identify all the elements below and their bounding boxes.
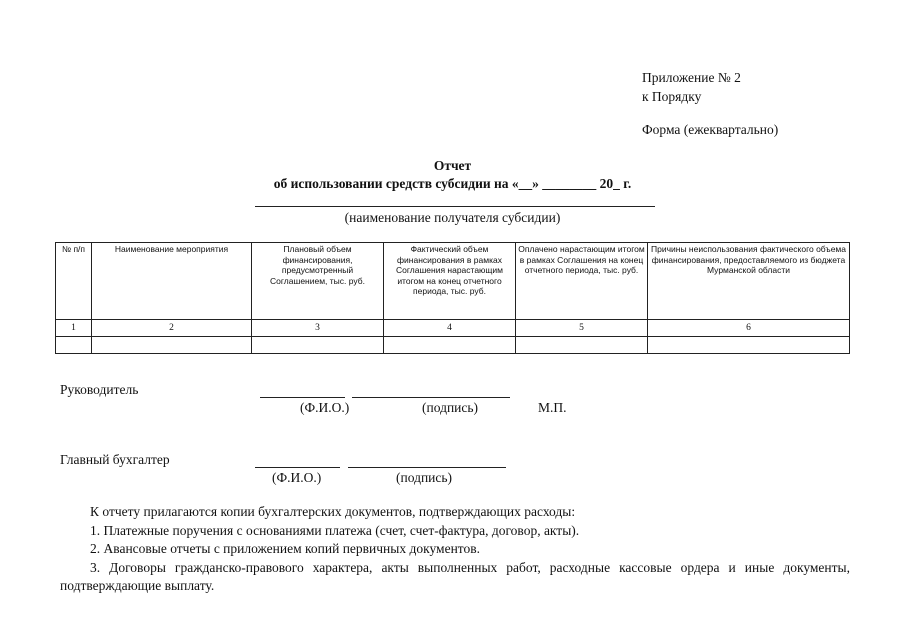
- header-unused-reasons: Причины неиспользования фактического объема финансирования, предоставляемого из бюджета Мурманской области: [648, 243, 850, 320]
- attachment-item: 2. Авансовые отчеты с приложением копий первичных документов.: [90, 541, 481, 556]
- appendix-to-order: к Порядку: [642, 89, 702, 104]
- report-subtitle: об использовании средств субсидии на «__» ________ 20_ г.: [273, 176, 632, 191]
- table-cell: [92, 337, 252, 354]
- appendix-reference: [642, 68, 741, 106]
- header-paid-amount: Оплачено нарастающим итогом в рамках Соглашения на конец отчетного периода, тыс. руб.: [516, 243, 648, 320]
- column-number-cell: 1: [56, 320, 92, 337]
- attachments-intro: К отчету прилагаются копии бухгалтерских документов, подтверждающих расходы:: [90, 504, 576, 519]
- table-cell: [516, 337, 648, 354]
- recipient-caption: (наименование получателя субсидии): [344, 210, 561, 225]
- column-number-cell: 4: [384, 320, 516, 337]
- table-cell: [56, 337, 92, 354]
- column-number-cell: 5: [516, 320, 648, 337]
- appendix-number: Приложение № 2: [642, 70, 741, 85]
- head-signature-caption: (подпись): [422, 400, 479, 415]
- table-row: [56, 337, 850, 354]
- accountant-signature-caption: (подпись): [396, 470, 453, 485]
- column-number-cell: 3: [252, 320, 384, 337]
- accountant-fio-caption: (Ф.И.О.): [272, 470, 322, 485]
- head-signature-line: [352, 397, 510, 398]
- table-row-column-numbers: [56, 320, 850, 337]
- column-number-cell: 2: [92, 320, 252, 337]
- table-cell: [384, 337, 516, 354]
- table-header-row: [56, 243, 850, 320]
- stamp-place: М.П.: [538, 400, 567, 415]
- head-fio-line: [260, 397, 345, 398]
- head-fio-caption: (Ф.И.О.): [300, 400, 350, 415]
- report-table: [55, 242, 850, 354]
- attachment-item: 1. Платежные поручения с основаниями платежа (счет, счет-фактура, договор, акты).: [90, 522, 580, 538]
- table-cell: [648, 337, 850, 354]
- attachments-section: [60, 503, 850, 596]
- accountant-signature-line: [348, 467, 506, 468]
- header-number: № п/п: [56, 243, 92, 320]
- table-cell: [252, 337, 384, 354]
- form-frequency-note: Форма (ежеквартально): [642, 122, 779, 137]
- accountant-label: Главный бухгалтер: [60, 452, 170, 467]
- column-number-cell: 6: [648, 320, 850, 337]
- header-actual-funding: Фактический объем финансирования в рамках Соглашения нарастающим итогом на конец отчетного периода, тыс. руб.: [384, 243, 516, 320]
- report-title: Отчет: [433, 158, 472, 173]
- header-planned-funding: Плановый объем финансирования, предусмотренный Соглашением, тыс. руб.: [252, 243, 384, 320]
- head-label: Руководитель: [60, 382, 139, 397]
- recipient-name-line: [255, 206, 655, 207]
- accountant-fio-line: [255, 467, 340, 468]
- attachment-item: 3. Договоры гражданско-правового характера, акты выполненных работ, расходные кассовые ордера и иные документы, подтверждающие выплату.: [60, 559, 850, 593]
- header-activity-name: Наименование мероприятия: [92, 243, 252, 320]
